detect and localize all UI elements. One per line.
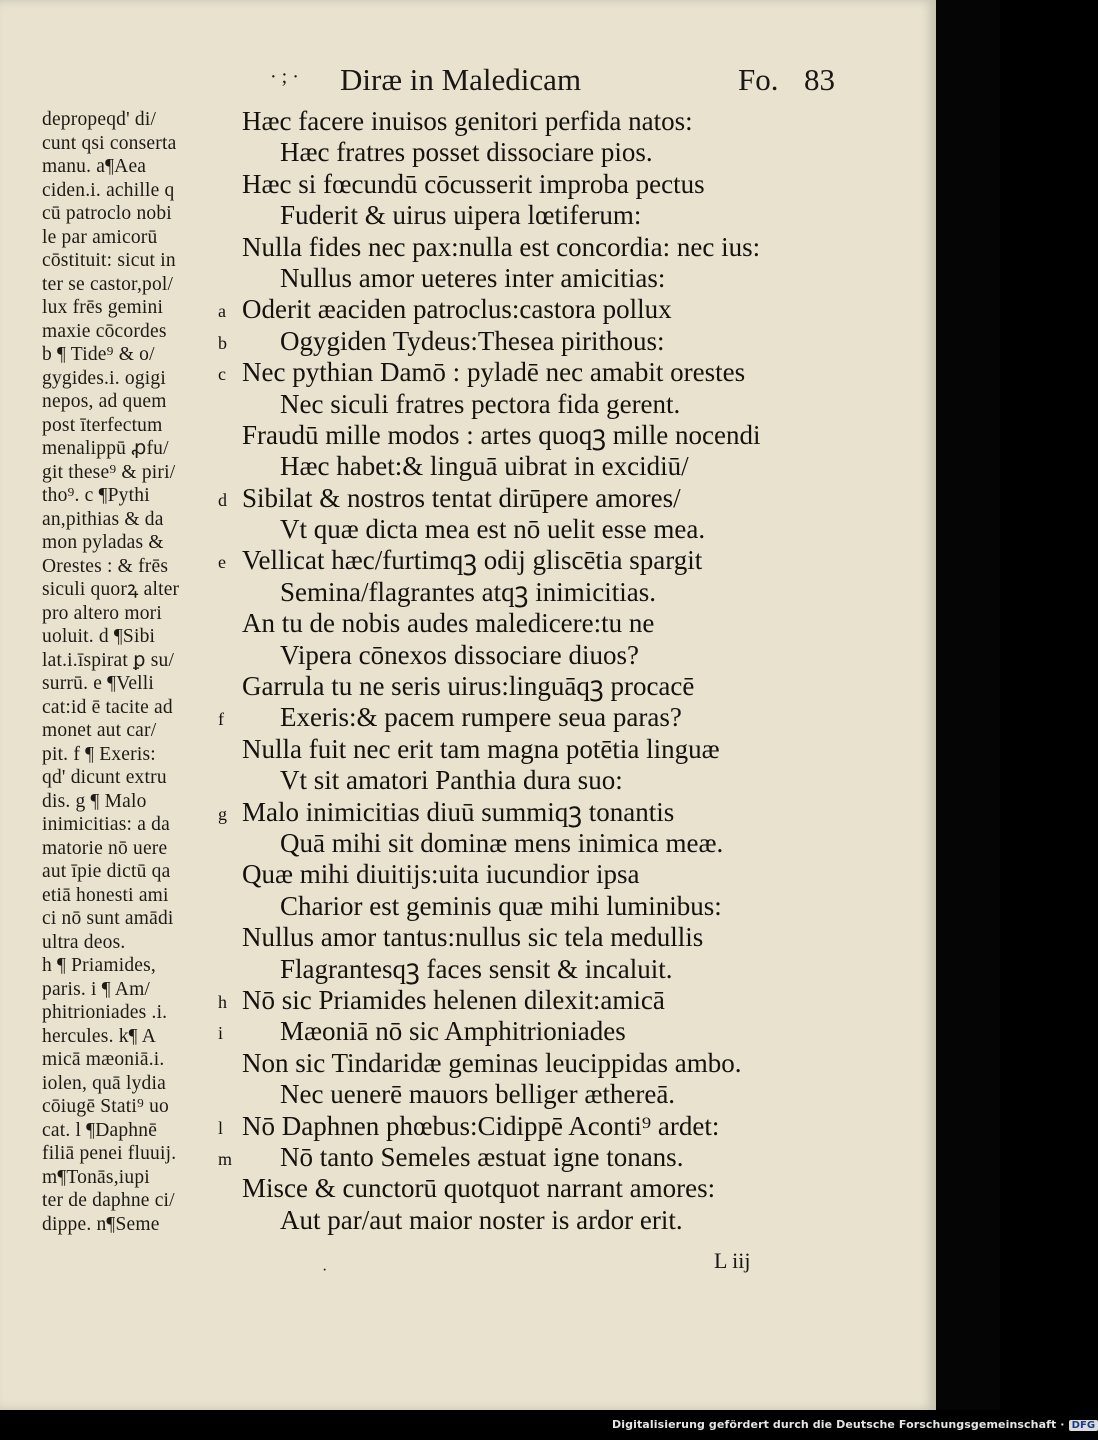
gloss-line: mon pyladas & <box>42 532 164 553</box>
verse-text: Hæc fratres posset dissociare pios. <box>280 137 653 168</box>
gloss-reference-marker: f <box>218 709 224 730</box>
digitization-credit <box>612 1418 1096 1431</box>
verse-text: Nullus amor ueteres inter amicitias: <box>280 262 666 293</box>
gloss-line: maxie cōcordes <box>42 320 167 342</box>
verse-line <box>216 545 832 576</box>
gloss-line: cat. l ¶Daphnē <box>42 1119 158 1141</box>
gloss-line: ter de daphne ci/ <box>42 1190 175 1211</box>
gloss-line: manu. a¶Aea <box>42 156 147 177</box>
verse-line <box>216 137 832 168</box>
verse-text: Nullus amor tantus:nullus sic tela medullis <box>242 922 704 953</box>
verse-line <box>216 734 832 765</box>
verse-line <box>216 671 832 702</box>
verse-line <box>216 1142 832 1173</box>
gloss-line: micā mæoniā.i. <box>42 1049 165 1070</box>
gloss-line: iolen, quā lydia <box>42 1072 166 1094</box>
verse-text: Vellicat hæc/furtimqꝫ odij gliscētia spargit <box>242 545 703 576</box>
gloss-line: h ¶ Priamides, <box>42 955 157 976</box>
gloss-line: ci nō sunt amādi <box>42 908 174 929</box>
folio-number: 83 <box>804 62 835 97</box>
signature-mark <box>322 1248 844 1279</box>
verse-text: Vt quæ dicta mea est nō uelit esse mea. <box>280 514 706 545</box>
credit-text: Digitalisierung gefördert durch die Deutsche Forschungsgemeinschaft · <box>612 1418 1065 1431</box>
gloss-line: cōiugē Stati⁹ uo <box>42 1096 169 1117</box>
verse-line <box>216 1205 832 1236</box>
verse-line <box>216 765 832 796</box>
verse-text: Fraudū mille modos : artes quoqꝫ mille nocendi <box>242 419 761 450</box>
gloss-line: paris. i ¶ Am/ <box>42 978 151 1000</box>
verse-line <box>216 326 832 357</box>
scan-background <box>936 0 1000 1410</box>
verse-line <box>216 106 832 137</box>
verse-text: Ogygiden Tydeus:Thesea pirithous: <box>280 325 665 356</box>
gloss-line: qd' dicunt extru <box>42 767 167 788</box>
verse-text: Malo inimicitias diuū summiqꝫ tonantis <box>242 796 675 827</box>
gloss-line: ultra deos. <box>42 931 126 953</box>
gloss-line: inimicitias: a da <box>42 814 170 835</box>
gloss-reference-marker: g <box>218 803 227 824</box>
verse-line <box>216 1111 832 1142</box>
gloss-line: le par amicorū <box>42 226 158 248</box>
gloss-reference-marker: a <box>218 301 226 322</box>
gloss-line: lat.i.īspirat ꝑ su/ <box>42 649 175 671</box>
signature-text: L iij <box>714 1248 751 1273</box>
verse-text: Nulla fuit nec erit tam magna potētia linguæ <box>242 733 720 764</box>
gloss-reference-marker: h <box>218 991 227 1012</box>
verse-text: Nō Daphnen phœbus:Cidippē Aconti⁹ ardet: <box>242 1110 720 1141</box>
gloss-line: dis. g ¶ Malo <box>42 790 147 812</box>
gloss-line: dippe. n¶Seme <box>42 1213 160 1235</box>
gloss-line: ciden.i. achille q <box>42 179 175 201</box>
verse-line <box>216 483 832 514</box>
dfg-logo: DFG <box>1069 1420 1098 1431</box>
verse-line <box>216 577 832 608</box>
verse-line <box>216 922 832 953</box>
verse-text: Quā mihi sit dominæ mens inimica meæ. <box>280 827 724 858</box>
gloss-reference-marker: b <box>218 332 227 353</box>
verse-line <box>216 294 832 325</box>
verse-line <box>216 828 832 859</box>
gloss-reference-marker: d <box>218 489 227 510</box>
verse-line <box>216 608 832 639</box>
gloss-line: etiā honesti ami <box>42 884 169 906</box>
gloss-line: monet aut car/ <box>42 720 157 741</box>
verse-text: Nec uenerē mauors belliger æthereā. <box>280 1079 676 1110</box>
verse-text: Charior est geminis quæ mihi luminibus: <box>280 890 722 921</box>
verse-text: Vt sit amatori Panthia dura suo: <box>280 765 623 796</box>
verse-text: Nulla fides nec pax:nulla est concordia: nec ius: <box>242 231 761 262</box>
gloss-line: pro altero mori <box>42 602 162 624</box>
verse-text: Flagrantesqꝫ faces sensit & incaluit. <box>280 953 673 984</box>
verse-line <box>216 891 832 922</box>
verse-line <box>216 954 832 985</box>
verse-text: Exeris:& pacem rumpere seua paras? <box>280 702 682 733</box>
gloss-line: m¶Tonās,iupi <box>42 1166 150 1188</box>
verse-line <box>216 985 832 1016</box>
verse-text: Garrula tu ne seris uirus:linguāqꝫ procacē <box>242 671 695 702</box>
running-head <box>270 62 850 106</box>
verse-text: Semina/flagrantes atqꝫ inimicitias. <box>280 576 656 607</box>
verse-line <box>216 389 832 420</box>
verse-text: Fuderit & uirus uipera lœtiferum: <box>280 200 642 231</box>
verse-line <box>216 420 832 451</box>
gloss-line: cunt qsi conserta <box>42 132 177 154</box>
verse-line <box>216 1048 832 1079</box>
verse-text: Sibilat & nostros tentat dirūpere amores/ <box>242 482 681 513</box>
verse-line <box>216 640 832 671</box>
verse-line <box>216 169 832 200</box>
running-head-ornament: · ; · <box>270 66 299 88</box>
gloss-line: surrū. e ¶Velli <box>42 673 155 694</box>
verse-line <box>216 797 832 828</box>
verse-text: Vipera cōnexos dissociare diuos? <box>280 639 640 670</box>
verse-line <box>216 1016 832 1047</box>
gloss-line: lux frēs gemini <box>42 297 164 318</box>
gloss-reference-marker: c <box>218 364 226 385</box>
running-head-title: Diræ in Maledicam <box>340 62 582 97</box>
gloss-line: ter se castor,pol/ <box>42 273 174 295</box>
verse-text: Aut par/aut maior noster is ardor erit. <box>280 1204 683 1235</box>
gloss-reference-marker: m <box>218 1148 233 1169</box>
verse-text: Quæ mihi diuitijs:uita iucundior ipsa <box>242 859 640 890</box>
gloss-reference-marker: e <box>218 552 226 573</box>
verse-line <box>216 1173 832 1204</box>
verse-line <box>216 702 832 733</box>
gloss-line: filiā penei fluuij. <box>42 1143 177 1164</box>
gloss-line: git these⁹ & piri/ <box>42 461 176 483</box>
gloss-line: cū patroclo nobi <box>42 203 172 224</box>
verse-line <box>216 263 832 294</box>
gloss-line: depropeqd' di/ <box>42 109 157 130</box>
gloss-line: b ¶ Tide⁹ & o/ <box>42 344 155 365</box>
poem-text <box>216 106 832 1236</box>
folio-label: Fo. <box>738 62 779 97</box>
verse-line <box>216 451 832 482</box>
gloss-line: gygides.i. ogigi <box>42 367 166 389</box>
verse-text: Non sic Tindaridæ geminas leucippidas ambo. <box>242 1047 742 1078</box>
verse-text: Nec pythian Damō : pyladē nec amabit orestes <box>242 357 746 388</box>
gloss-line: an,pithias & da <box>42 508 164 530</box>
gloss-line: phitrioniades .i. <box>42 1002 168 1023</box>
footer-dot: · <box>322 1262 328 1279</box>
gloss-reference-marker: l <box>218 1117 224 1138</box>
marginal-commentary <box>42 108 212 1236</box>
gloss-line: siculi quorꝝ alter <box>42 579 180 600</box>
verse-text: Hæc si fœcundū cōcusserit improba pectus <box>242 168 705 199</box>
verse-text: Hæc facere inuisos genitori perfida natos: <box>242 106 693 136</box>
verse-line <box>216 859 832 890</box>
verse-line <box>216 1079 832 1110</box>
gloss-line: nepos, ad quem <box>42 391 167 412</box>
verse-line <box>216 357 832 388</box>
verse-text: Nō tanto Semeles æstuat igne tonans. <box>280 1141 684 1172</box>
verse-text: Mæoniā nō sic Amphitrioniades <box>280 1016 626 1047</box>
gloss-line: cat:id ē tacite ad <box>42 696 173 718</box>
gloss-line: menalippū ꝓfu/ <box>42 438 169 459</box>
gloss-reference-marker: i <box>218 1023 224 1044</box>
verse-text: An tu de nobis audes maledicere:tu ne <box>242 608 655 639</box>
verse-text: Oderit æaciden patroclus:castora pollux <box>242 294 672 325</box>
gloss-line: Orestes : & frēs <box>42 555 169 577</box>
verse-line <box>216 514 832 545</box>
gloss-line: cōstituit: sicut in <box>42 250 176 271</box>
verse-line <box>216 232 832 263</box>
gloss-line: matorie nō uere <box>42 837 168 859</box>
gloss-line: post īterfectum <box>42 414 163 436</box>
gloss-line: aut īpie dictū qa <box>42 861 171 882</box>
verse-text: Misce & cunctorū quotquot narrant amores: <box>242 1173 716 1204</box>
gloss-line: hercules. k¶ A <box>42 1025 156 1047</box>
verse-text: Nō sic Priamides helenen dilexit:amicā <box>242 984 665 1015</box>
verse-line <box>216 200 832 231</box>
gloss-line: pit. f ¶ Exeris: <box>42 743 156 765</box>
verse-text: Hæc habet:& linguā uibrat in excidiū/ <box>280 451 689 482</box>
gloss-line: uoluit. d ¶Sibi <box>42 626 156 647</box>
verse-text: Nec siculi fratres pectora fida gerent. <box>280 388 681 419</box>
gloss-line: tho⁹. c ¶Pythi <box>42 485 150 506</box>
